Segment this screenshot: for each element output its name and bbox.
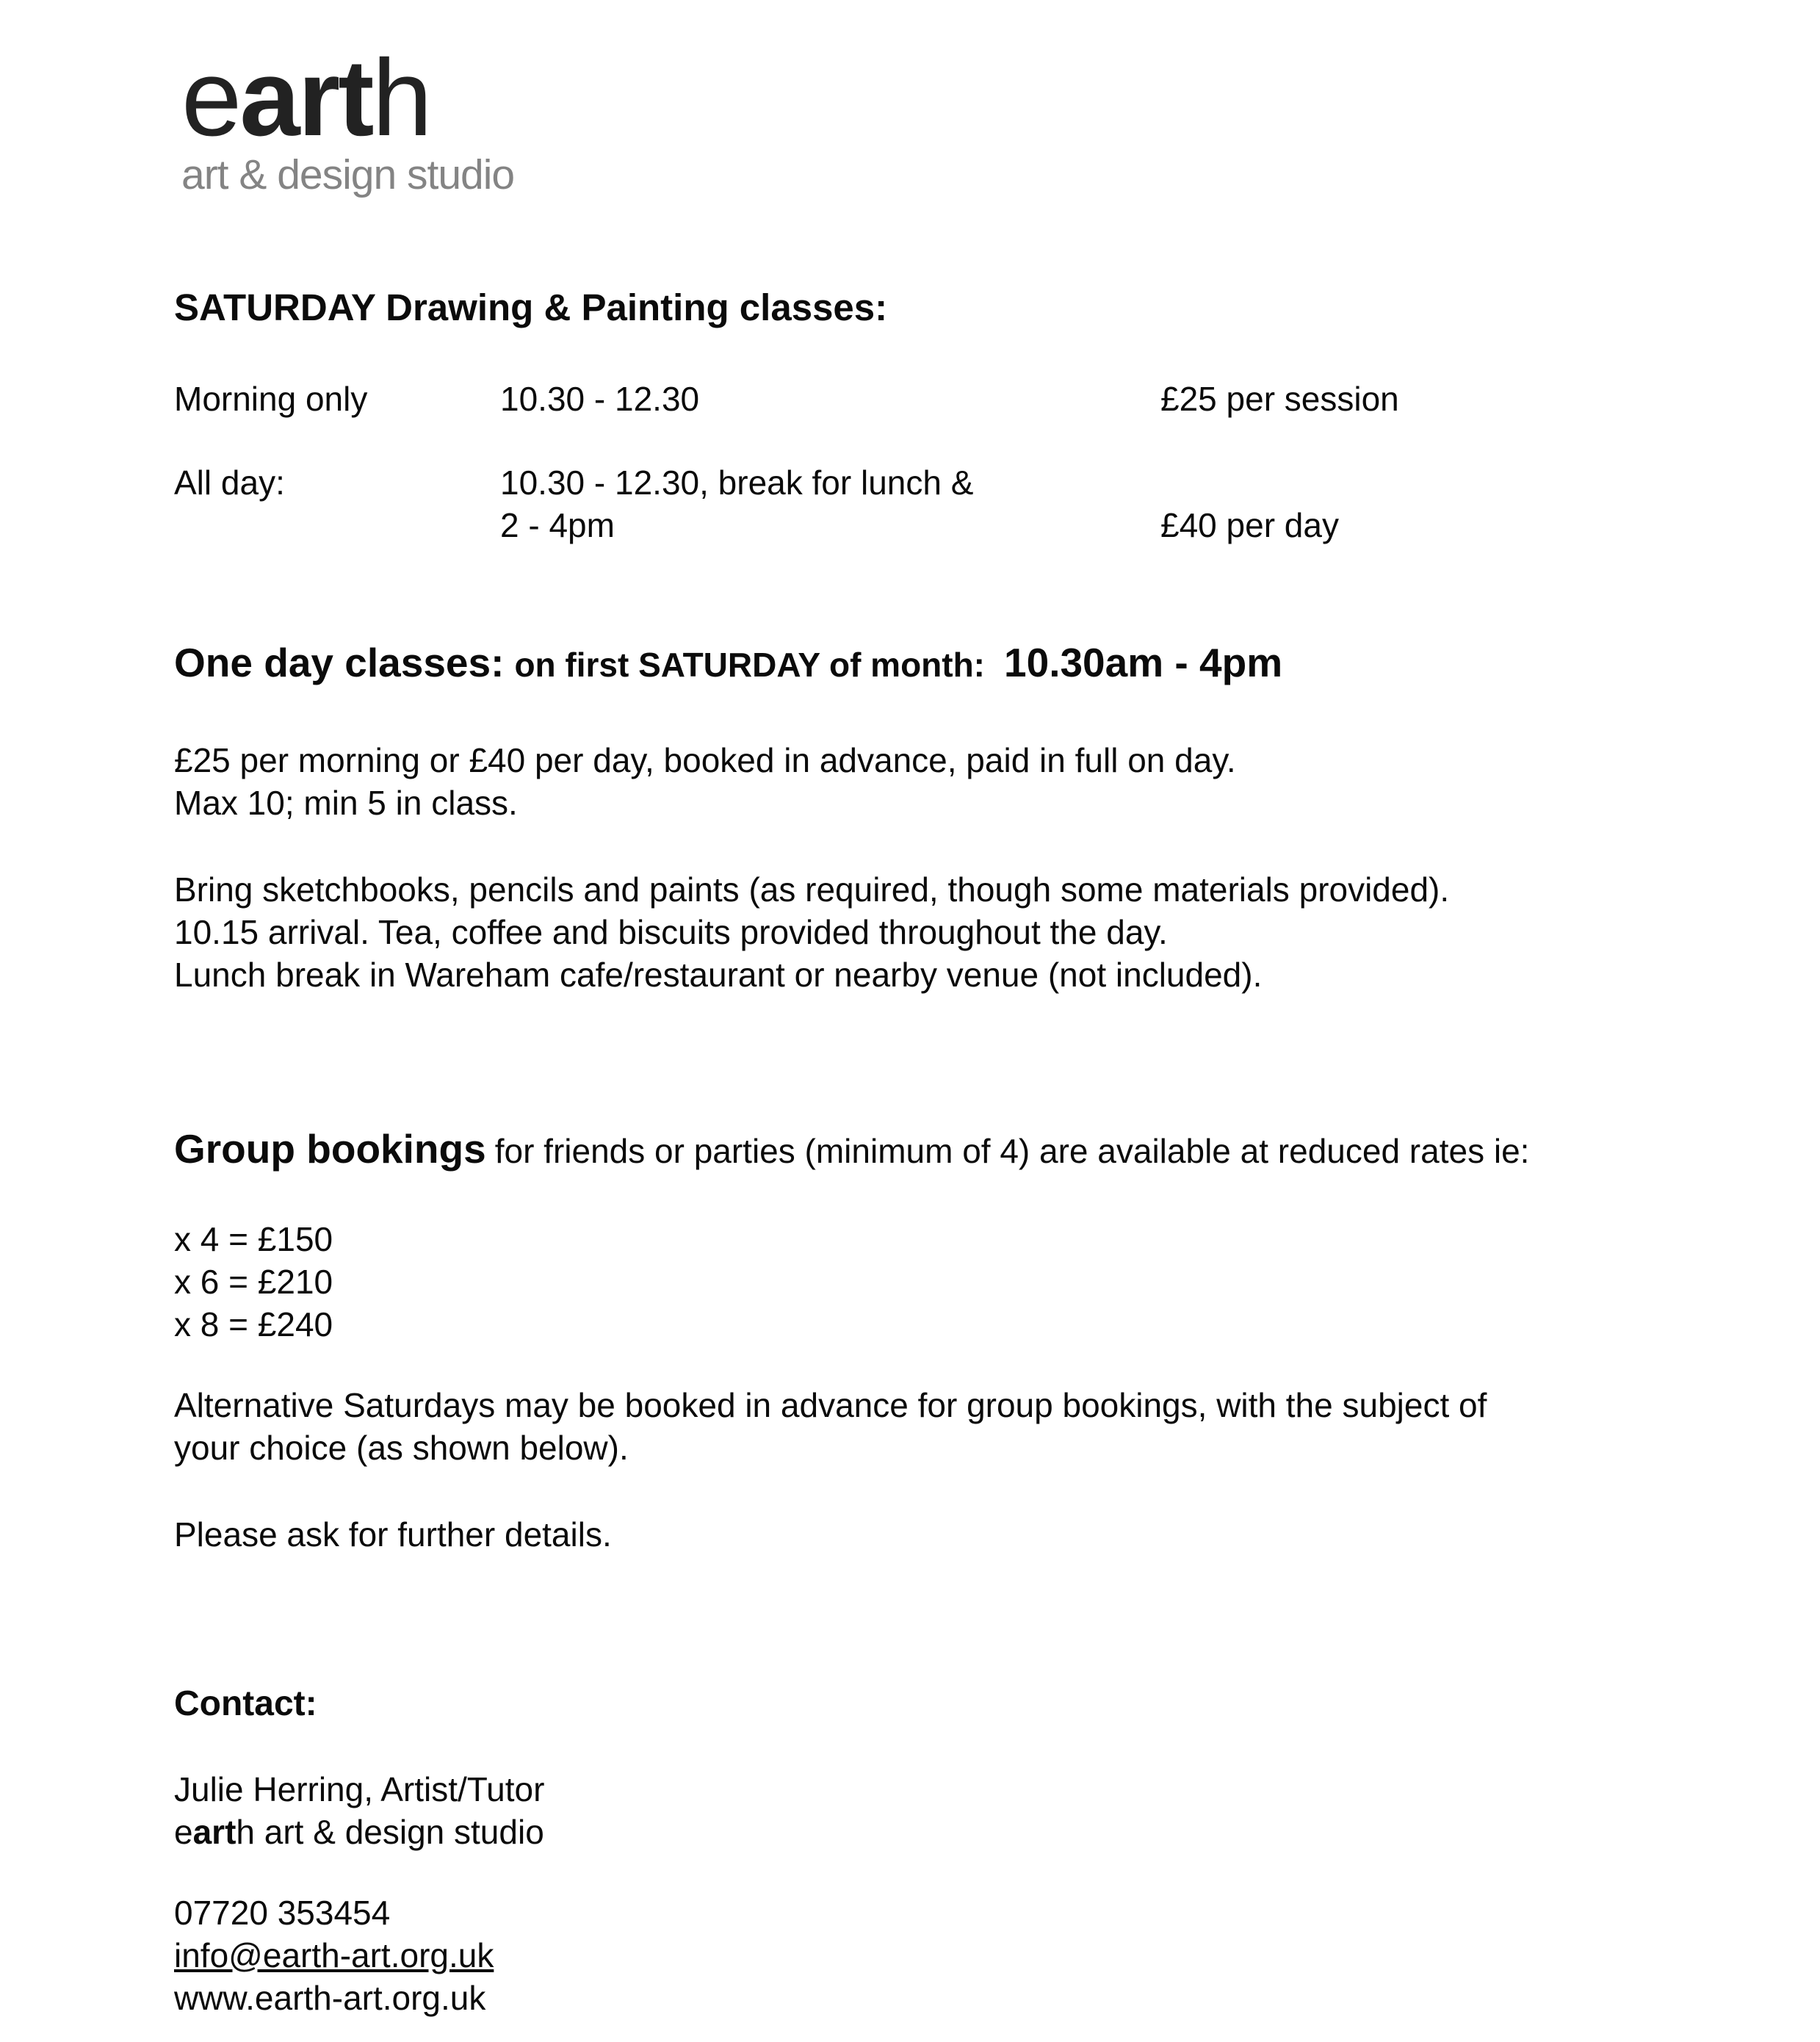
page-title: SATURDAY Drawing & Painting classes: <box>174 286 888 328</box>
oneday-heading-main: One day classes: <box>174 639 505 685</box>
logo-wordmark <box>181 37 1651 159</box>
logo-tagline: art & design studio <box>181 151 515 198</box>
group-price-item: x 6 = £210 <box>174 1262 333 1301</box>
contact-studio-pre: e <box>174 1812 193 1851</box>
schedule-label: All day: <box>174 463 285 502</box>
schedule-time-line2: 2 - 4pm <box>500 505 615 544</box>
paragraph-line: £25 per morning or £40 per day, booked in advance, paid in full on day. <box>174 740 1236 779</box>
schedule-price: £25 per session <box>1160 379 1399 418</box>
oneday-details-paragraph <box>174 868 1651 996</box>
alternative-saturdays-paragraph <box>174 1384 1651 1469</box>
schedule-table <box>174 378 1651 546</box>
contact-heading: Contact: <box>174 1684 317 1723</box>
contact-details-block <box>174 1891 1651 2019</box>
logo-wordmark-light-2: h <box>372 37 430 159</box>
contact-studio-bold: art <box>192 1812 236 1851</box>
paragraph-line: Lunch break in Wareham cafe/restaurant or nearby venue (not included). <box>174 955 1263 994</box>
schedule-time: 10.30 - 12.30 <box>500 379 700 418</box>
group-bookings-heading-rest: for friends or parties (minimum of 4) are available at reduced rates ie: <box>494 1131 1530 1170</box>
contact-name: Julie Herring, Artist/Tutor <box>174 1769 545 1808</box>
group-price-list <box>174 1218 1651 1346</box>
group-bookings-heading <box>174 1125 1651 1172</box>
contact-studio <box>174 1811 1651 1853</box>
schedule-time-line1: 10.30 - 12.30, break for lunch & <box>500 463 974 502</box>
oneday-heading-mid: on first SATURDAY of month: <box>514 645 986 684</box>
schedule-price: £40 per day <box>1160 505 1339 544</box>
contact-phone: 07720 353454 <box>174 1893 391 1932</box>
paragraph-line: Max 10; min 5 in class. <box>174 783 518 822</box>
contact-website: www.earth-art.org.uk <box>174 1978 486 2017</box>
contact-studio-post: h art & design studio <box>236 1812 544 1851</box>
paragraph-line: your choice (as shown below). <box>174 1428 629 1467</box>
logo <box>181 37 1651 199</box>
schedule-row-morning <box>174 378 1651 420</box>
schedule-label: Morning only <box>174 379 368 418</box>
group-price-item: x 4 = £150 <box>174 1219 333 1258</box>
group-price-item: x 8 = £240 <box>174 1305 333 1343</box>
paragraph-line: Bring sketchbooks, pencils and paints (as required, though some materials provided). <box>174 870 1450 909</box>
schedule-row-allday <box>174 461 1651 546</box>
oneday-heading <box>174 639 1651 686</box>
schedule-time <box>500 461 1160 546</box>
contact-email-link[interactable]: info@earth-art.org.uk <box>174 1935 494 1974</box>
logo-wordmark-light-1: e <box>181 37 240 159</box>
paragraph-line: Alternative Saturdays may be booked in advance for group bookings, with the subject of <box>174 1385 1487 1424</box>
oneday-heading-time: 10.30am - 4pm <box>1004 639 1283 685</box>
paragraph-line: 10.15 arrival. Tea, coffee and biscuits provided throughout the day. <box>174 912 1168 951</box>
ask-details-line: Please ask for further details. <box>174 1515 612 1554</box>
contact-block <box>174 1768 1651 1853</box>
oneday-pricing-paragraph <box>174 739 1651 824</box>
group-bookings-heading-bold: Group bookings <box>174 1125 486 1172</box>
logo-wordmark-bold: art <box>239 37 372 159</box>
